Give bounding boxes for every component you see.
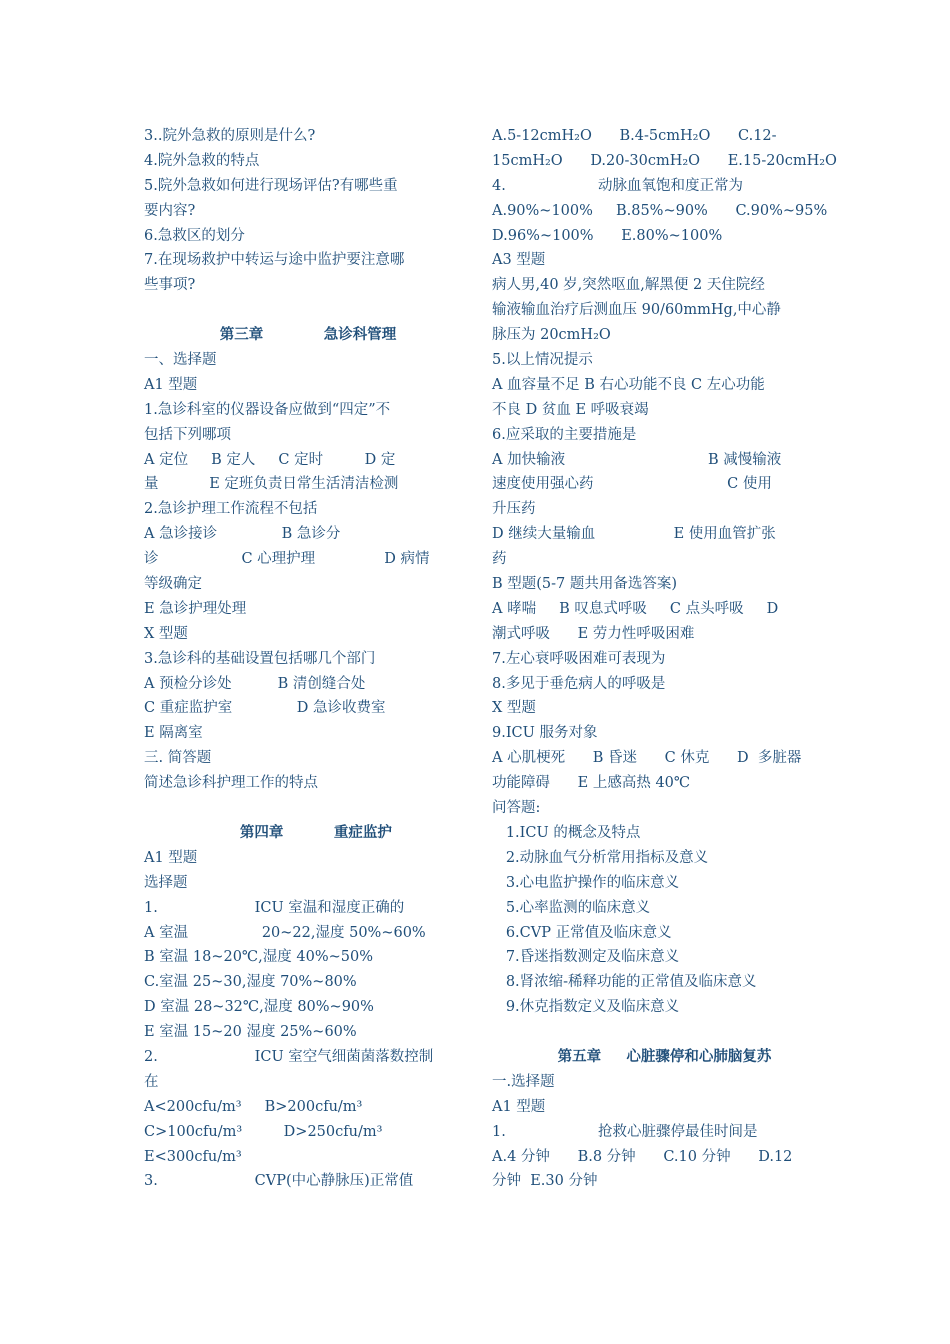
text-line: A 加快输液 B 减慢输液 (492, 451, 782, 468)
text-line: C 重症监护室 D 急诊收费室 (144, 700, 386, 717)
text-line: 8.肾浓缩-稀释功能的正常值及临床意义 (492, 974, 757, 991)
text-line: A 哮喘 B 叹息式呼吸 C 点头呼吸 D (492, 600, 779, 617)
text-line: 4. 动脉血氧饱和度正常为 (492, 177, 744, 194)
text-line: C>100cfu/m³ D>250cfu/m³ (144, 1123, 383, 1140)
text-line: 功能障碍 E 上感高热 40℃ (492, 775, 691, 792)
text-line: 选择题 (144, 874, 188, 891)
text-line: A 心肌梗死 B 昏迷 C 休克 D 多脏器 (492, 750, 802, 767)
text-line: E 室温 15~20 湿度 25%~60% (144, 1024, 357, 1041)
text-line: A 急诊接诊 B 急诊分 (144, 526, 341, 543)
text-line: 2. ICU 室空气细菌菌落数控制 (144, 1048, 434, 1065)
text-line: 5.院外急救如何进行现场评估?有哪些重 (144, 177, 398, 194)
text-line: 量 E 定班负责日常生活清洁检测 (144, 476, 399, 493)
text-line: 速度使用强心药 C 使用 (492, 476, 772, 493)
text-line: 5.以上情况提示 (492, 352, 593, 369)
text-line: E 隔离室 (144, 725, 203, 742)
text-line: 3.心电监护操作的临床意义 (492, 874, 680, 891)
text-line: A.4 分钟 B.8 分钟 C.10 分钟 D.12 (492, 1148, 793, 1165)
text-line: 1. 抢救心脏骤停最佳时间是 (492, 1123, 758, 1140)
text-line: 4.院外急救的特点 (144, 152, 260, 169)
text-line: 7.左心衰呼吸困难可表现为 (492, 650, 666, 667)
text-line: A1 型题 (492, 1098, 546, 1115)
text-line (492, 1020, 804, 1045)
text-line: A1 型题 (144, 376, 198, 393)
text-line: 潮式呼吸 E 劳力性呼吸困难 (492, 625, 695, 642)
text-line: A3 型题 (492, 252, 546, 269)
text-line (144, 298, 456, 323)
text-line: 分钟 E.30 分钟 (492, 1173, 598, 1190)
text-line (144, 796, 456, 821)
text-line: D 继续大量输血 E 使用血管扩张 (492, 526, 776, 543)
text-line: 不良 D 贫血 E 呼吸衰竭 (492, 401, 649, 418)
text-line: 7.在现场救护中转运与途中监护要注意哪 (144, 252, 405, 269)
text-line: 6.急救区的划分 (144, 227, 245, 244)
text-line: 7.昏迷指数测定及临床意义 (492, 949, 680, 966)
text-line: A 定位 B 定人 C 定时 D 定 (144, 451, 396, 468)
text-line: E 急诊护理处理 (144, 600, 247, 617)
text-line: 简述急诊科护理工作的特点 (144, 775, 318, 792)
chapter-heading: 第四章 重症监护 (144, 824, 392, 841)
text-line: 三. 简答题 (144, 750, 212, 767)
text-line: 6.应采取的主要措施是 (492, 426, 637, 443)
text-line: 些事项? (144, 277, 196, 294)
text-line: 输液输血治疗后测血压 90/60mmHg,中心静 (492, 302, 781, 319)
text-line: 等级确定 (144, 576, 202, 593)
text-line: C.室温 25~30,湿度 70%~80% (144, 974, 357, 991)
text-line: 2.动脉血气分析常用指标及意义 (492, 849, 709, 866)
text-line: 3. CVP(中心静脉压)正常值 (144, 1173, 414, 1190)
text-line: 1.ICU 的概念及特点 (492, 824, 641, 841)
text-line: 5.心率监测的临床意义 (492, 899, 651, 916)
text-line: 9.ICU 服务对象 (492, 725, 598, 742)
text-line: 药 (492, 551, 507, 568)
text-line: 2.急诊护理工作流程不包括 (144, 501, 318, 518)
text-line: B 室温 18~20℃,湿度 40%~50% (144, 949, 373, 966)
text-line: D.96%~100% E.80%~100% (492, 227, 723, 244)
text-line: 升压药 (492, 501, 536, 518)
left-column (144, 124, 456, 1194)
text-line: 一、选择题 (144, 352, 217, 369)
chapter-heading: 第三章 急诊科管理 (144, 327, 397, 344)
text-line: 一.选择题 (492, 1073, 555, 1090)
chapter-heading: 第五章 心脏骤停和心肺脑复苏 (492, 1048, 772, 1065)
text-line: 1.急诊科室的仪器设备应做到“四定”不 (144, 401, 391, 418)
text-line: A 室温 20~22,湿度 50%~60% (144, 924, 426, 941)
text-line: A 预检分诊处 B 清创缝合处 (144, 675, 366, 692)
text-line: 8.多见于垂危病人的呼吸是 (492, 675, 666, 692)
text-line: 要内容? (144, 202, 196, 219)
text-line: 脉压为 20cmH₂O (492, 327, 611, 344)
text-line: 3..院外急救的原则是什么? (144, 128, 316, 144)
text-line: 包括下列哪项 (144, 426, 231, 443)
text-line: 6.CVP 正常值及临床意义 (492, 924, 672, 941)
text-line: A 血容量不足 B 右心功能不良 C 左心功能 (492, 376, 765, 393)
text-line: 在 (144, 1073, 159, 1090)
text-line: B 型题(5-7 题共用备选答案) (492, 576, 678, 593)
right-column (492, 124, 837, 1194)
text-line: 病人男,40 岁,突然呕血,解黑便 2 天住院经 (492, 277, 765, 294)
text-line: 9.休克指数定义及临床意义 (492, 999, 680, 1016)
text-line: A<200cfu/m³ B>200cfu/m³ (144, 1098, 363, 1115)
text-line: 3.急诊科的基础设置包括哪几个部门 (144, 650, 376, 667)
text-line: D 室温 28~32℃,湿度 80%~90% (144, 999, 374, 1016)
text-line: 1. ICU 室温和湿度正确的 (144, 899, 405, 916)
text-line: E<300cfu/m³ (144, 1148, 242, 1165)
text-line: 问答题: (492, 800, 541, 817)
text-line: A1 型题 (144, 849, 198, 866)
text-line: A.90%~100% B.85%~90% C.90%~95% (492, 202, 828, 219)
text-line: A.5-12cmH₂O B.4-5cmH₂O C.12- (492, 128, 777, 144)
text-line: X 型题 (492, 700, 536, 717)
text-line: 诊 C 心理护理 D 病情 (144, 551, 430, 568)
text-line: 15cmH₂O D.20-30cmH₂O E.15-20cmH₂O (492, 152, 837, 169)
text-line: X 型题 (144, 625, 188, 642)
